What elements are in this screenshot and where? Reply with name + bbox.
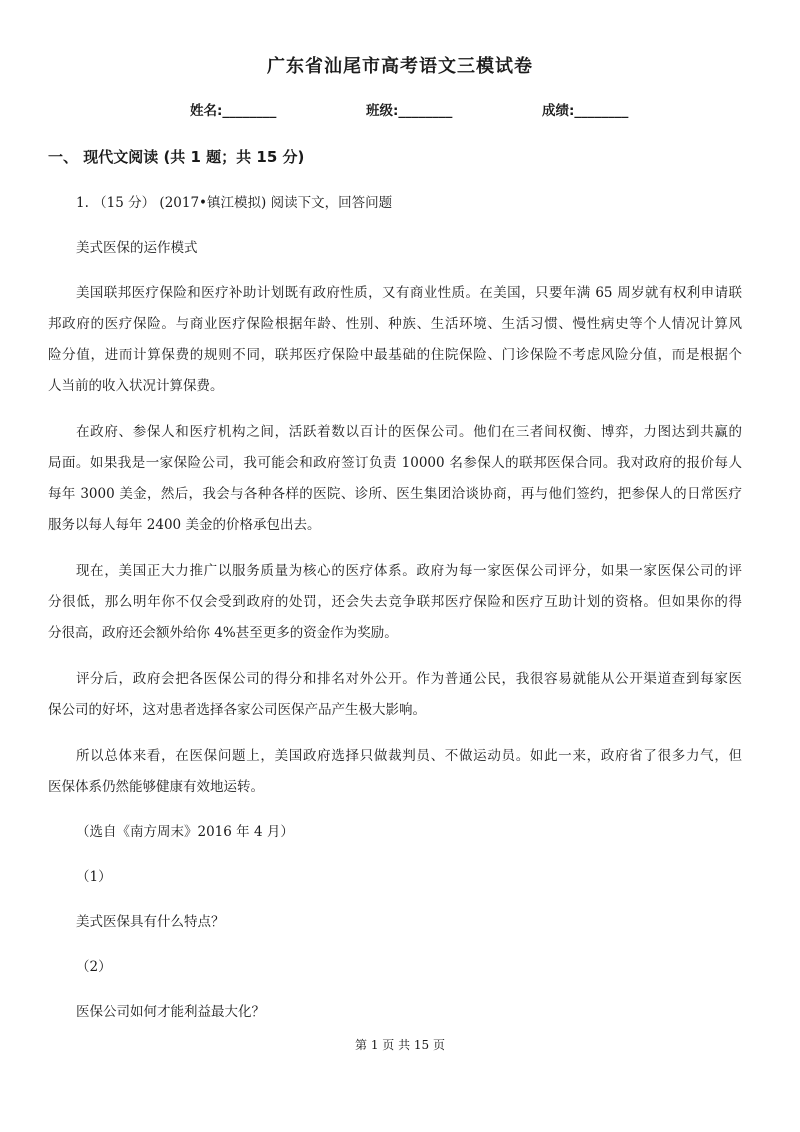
paragraph-line: 现在，美国正大力推广以服务质量为核心的医疗体系。政府为每一家医保公司评分，如果一家医保公司的评 [76, 563, 742, 579]
page-title: 广东省汕尾市高考语文三模试卷 [267, 56, 533, 77]
question-intro: 1. （15 分） (2017•镇江模拟) 阅读下文，回答问题 [76, 195, 393, 211]
name-field: 姓名:________ [190, 103, 277, 119]
paragraph-line: 服务以每人每年 2400 美金的价格承包出去。 [48, 517, 321, 533]
subquestion-2-label: （2） [76, 959, 112, 975]
paragraph-line: 局面。如果我是一家保险公司，我可能会和政府签订负责 10000 名参保人的联邦医保合同。我对政府的报价每人 [48, 455, 742, 471]
section-heading: 一、 现代文阅读 (共 1 题；共 15 分) [48, 148, 305, 166]
paragraph-line: 评分后，政府会把各医保公司的得分和排名对外公开。作为普通公民，我很容易就能从公开渠道查到每家医 [76, 671, 742, 687]
paragraph-line: 在政府、参保人和医疗机构之间，活跃着数以百计的医保公司。他们在三者间权衡、博弈，力图达到共赢的 [76, 424, 742, 440]
article-source: （选自《南方周末》2016 年 4 月） [76, 824, 294, 840]
paragraph-line: 美国联邦医疗保险和医疗补助计划既有政府性质，又有商业性质。在美国，只要年满 65 周岁就有权利申请联 [76, 285, 742, 301]
paragraph-line: 医保体系仍然能够健康有效地运转。 [48, 779, 264, 795]
paragraph-line: 人当前的收入状况计算保费。 [48, 378, 224, 394]
paragraph-line: 保公司的好坏，这对患者选择各家公司医保产品产生极大影响。 [48, 702, 426, 718]
paragraph-line: 所以总体来看，在医保问题上，美国政府选择只做裁判员、不做运动员。如此一来，政府省了很多力气，但 [76, 748, 742, 764]
score-field: 成绩:________ [542, 103, 629, 119]
paragraph-line: 邦政府的医疗保险。与商业医疗保险根据年龄、性别、种族、生活环境、生活习惯、慢性病史等个人情况计算风 [48, 316, 742, 332]
subquestion-1-label: （1） [76, 869, 112, 885]
paragraph-line: 分很低，那么明年你不仅会受到政府的处罚，还会失去竞争联邦医疗保险和医疗互助计划的资格。但如果你的得 [48, 594, 742, 610]
paragraph-line: 险分值，进而计算保费的规则不同，联邦医疗保险中最基础的住院保险、门诊保险不考虑风险分值，而是根据个 [48, 347, 742, 363]
paragraph-line: 分很高，政府还会额外给你 4%甚至更多的资金作为奖励。 [48, 625, 398, 641]
subquestion-1-text: 美式医保具有什么特点？ [76, 914, 225, 930]
article-title: 美式医保的运作模式 [76, 240, 198, 256]
class-field: 班级:________ [366, 103, 453, 119]
subquestion-2-text: 医保公司如何才能利益最大化？ [76, 1004, 265, 1020]
page-footer: 第 1 页 共 15 页 [355, 1038, 445, 1052]
paragraph-line: 每年 3000 美金，然后，我会与各种各样的医院、诊所、医生集团洽谈协商，再与他们签约，把参保人的日常医疗 [48, 486, 742, 502]
